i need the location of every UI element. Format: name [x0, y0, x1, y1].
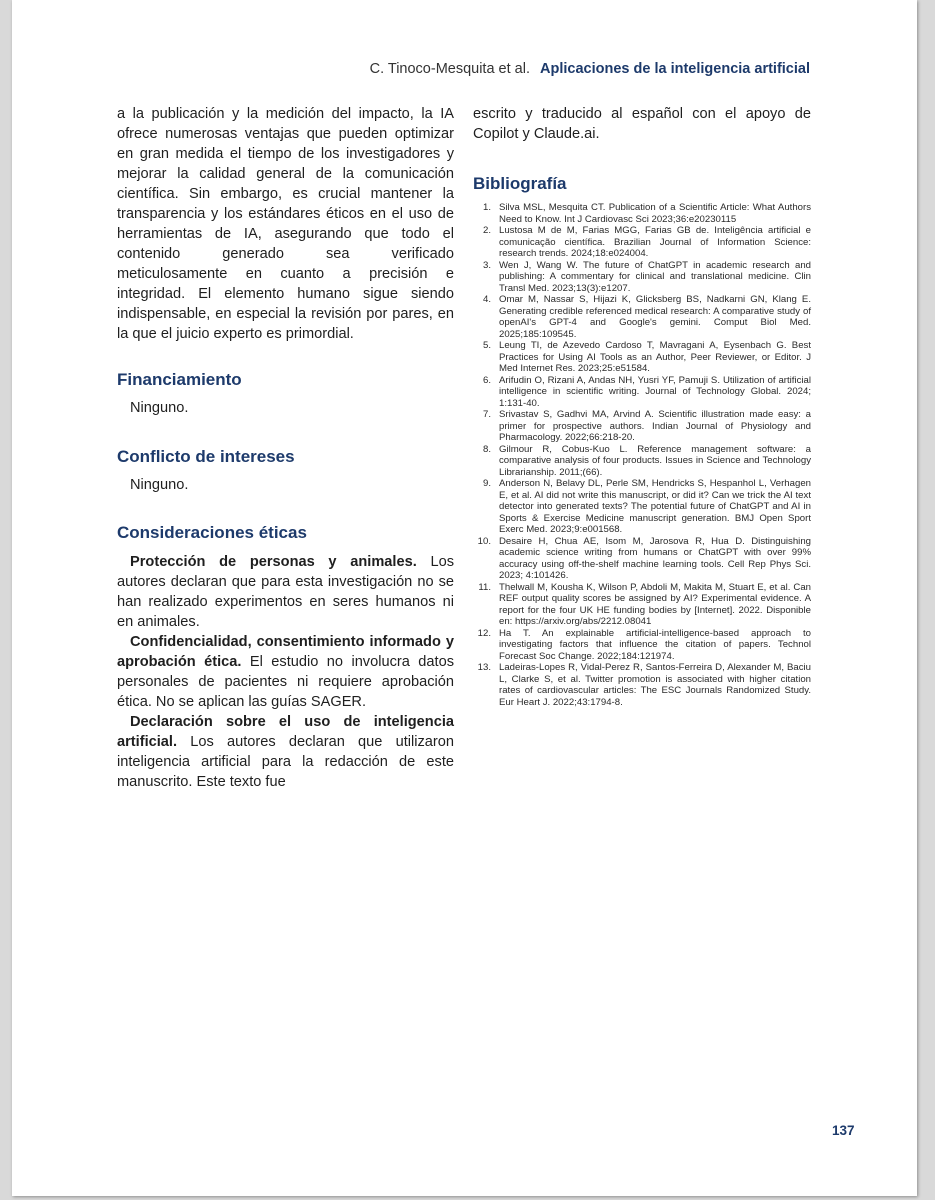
eticas-heading: Consideraciones éticas — [117, 523, 307, 542]
reference-text: Arifudin O, Rizani A, Andas NH, Yusri YF, Pamuji S. Utilization of artificial intelligence in scientific writing. Journal of Technology Global. 2024; 1:131-40. — [499, 374, 811, 409]
reference-text: Thelwall M, Kousha K, Wilson P, Abdoli M, Makita M, Stuart E, et al. Can REF output quality scores be assigned by AI? Experimental evidence. A report for the four UK HE funding bodies by [Internet]. 2022. Disponible en: https://arxiv.org/abs/2212.08041 — [499, 581, 811, 627]
right-column — [473, 104, 811, 708]
reference-text: Wen J, Wang W. The future of ChatGPT in academic research and publishing: A commentary for clinical and translational medicine. Clin Transl Med. 2023;13(3):e1207. — [499, 259, 811, 294]
reference-number: 7. — [482, 409, 491, 420]
reference-item — [473, 536, 811, 582]
intro-paragraph: a la publicación y la medición del impacto, la IA ofrece numerosas ventajas que pueden optimizar en gran medida el tiempo de los investigadores y mejorar la calidad general de la comunicación científica. Sin embargo, es crucial mantener la transparencia y los estándares éticos en el uso de herramientas de IA, asegurando que todo el contenido generado sea verificado meticulosamente en cuanto a precisión e integridad. El elemento humano sigue siendo indispensable, en especial la revisión por pares, en la que el juicio experto es primordial. — [117, 106, 454, 342]
reference-item — [473, 444, 811, 479]
reference-item — [473, 260, 811, 295]
financiamiento-heading: Financiamiento — [117, 370, 242, 389]
reference-item — [473, 294, 811, 340]
reference-text: Lustosa M de M, Farias MGG, Farias GB de. Inteligência artificial e comunicação científica. Brazilian Journal of Information Science: research trends. 2024;18:e024004. — [499, 225, 811, 259]
eticas-p2-lead: Confidencialidad, consentimiento informado y aprobación ética. — [117, 634, 454, 670]
running-head-title: Aplicaciones de la inteligencia artificial — [540, 61, 810, 77]
reference-text: Gilmour R, Cobus-Kuo L. Reference management software: a comparative analysis of four products. Issues in Science and Technology Librarianship. 2011;(66). — [499, 443, 811, 478]
reference-number: 10. — [477, 535, 491, 547]
reference-item — [473, 375, 811, 410]
reference-text: Srivastav S, Gadhvi MA, Arvind A. Scientific illustration made easy: a primer for prospective authors. Indian Journal of Physiology and Pharmacology. 2022;66:218-20. — [499, 409, 811, 443]
page — [12, 0, 917, 1196]
reference-number: 3. — [482, 259, 491, 271]
financiamiento-text: Ninguno. — [130, 400, 189, 416]
reference-text: Ha T. An explainable artificial-intelligence-based approach to investigating factors that influence the citation of papers. Technol Forecast Soc Change. 2022;184:121974. — [499, 627, 811, 662]
eticas-p3-text: Los autores declaran que utilizaron inteligencia artificial para la redacción de este manuscrito. Este texto fue — [117, 734, 454, 790]
reference-text: Leung TI, de Azevedo Cardoso T, Mavragani A, Eysenbach G. Best Practices for Using AI Tools as an Author, Peer Reviewer, or Editor. J Med Internet Res. 2023;25:e51584. — [499, 340, 811, 374]
reference-number: 12. — [477, 627, 491, 639]
reference-text: Anderson N, Belavy DL, Perle SM, Hendricks S, Hespanhol L, Verhagen E, et al. AI did not write this manuscript, or did it? Can we trick the AI text detector into generated texts? The potential future of ChatGPT and AI in Sports & Exercise Medicine manuscript generation. BMJ Open Sport Exerc Med. 2023;9:e001568. — [499, 478, 811, 535]
reference-number: 5. — [482, 340, 491, 351]
eticas-paragraph-2 — [117, 632, 454, 712]
reference-number: 6. — [482, 374, 491, 386]
reference-number: 9. — [482, 478, 491, 489]
conflicto-heading: Conflicto de intereses — [117, 447, 295, 466]
reference-item — [473, 225, 811, 260]
reference-number: 2. — [482, 225, 491, 236]
reference-item — [473, 478, 811, 536]
reference-number: 13. — [477, 662, 491, 673]
eticas-p1-lead: Protección de personas y animales. — [130, 554, 417, 570]
eticas-p2-text: El estudio no involucra datos personales de pacientes ni requiere aprobación ética. No se aplican las guías SAGER. — [117, 654, 454, 710]
running-head-authors: C. Tinoco-Mesquita et al. — [369, 61, 530, 77]
reference-text: Ladeiras-Lopes R, Vidal-Perez R, Santos-Ferreira D, Alexander M, Baciu L, Clarke S, et al. Twitter promotion is associated with higher citation rates of cardiovascular articles: The ESC Journals Randomized Study. Eur Heart J. 2022;43:1794-8. — [499, 662, 811, 708]
reference-item — [473, 340, 811, 375]
reference-text: Omar M, Nassar S, Hijazi K, Glicksberg BS, Nadkarni GN, Klang E. Generating credible referenced medical research: A comparative study of openAI's GPT-4 and Google's gemini. Comput Biol Med. 2025;185:109545. — [499, 294, 811, 340]
eticas-p1-text: Los autores declaran que para esta investigación no se han realizado experimentos en seres humanos ni en animales. — [117, 554, 454, 630]
conflicto-text: Ninguno. — [130, 477, 189, 493]
eticas-paragraph-1 — [117, 552, 454, 632]
reference-number: 1. — [482, 202, 491, 213]
reference-text: Silva MSL, Mesquita CT. Publication of a Scientific Article: What Authors Need to Know. Int J Cardiovasc Sci 2023;36:e20230115 — [499, 202, 811, 225]
reference-list — [473, 202, 811, 708]
running-head — [12, 61, 810, 77]
left-column — [117, 104, 454, 792]
reference-item — [473, 202, 811, 225]
continuation-paragraph: escrito y traducido al español con el apoyo de Copilot y Claude.ai. — [473, 106, 811, 142]
reference-item — [473, 409, 811, 444]
reference-item — [473, 628, 811, 663]
reference-number: 8. — [482, 443, 491, 455]
reference-text: Desaire H, Chua AE, Isom M, Jarosova R, Hua D. Distinguishing academic science writing from humans or ChatGPT with over 99% accuracy using off-the-shelf machine learning tools. Cell Rep Phys Sci. 2023; 4:101426. — [499, 535, 811, 581]
reference-number: 4. — [482, 294, 491, 305]
bibliografia-heading: Bibliografía — [473, 174, 567, 193]
eticas-paragraph-3 — [117, 712, 454, 792]
reference-number: 11. — [478, 581, 491, 593]
page-number: 137 — [832, 1123, 855, 1138]
eticas-p3-lead: Declaración sobre el uso de inteligencia artificial. — [117, 714, 454, 750]
reference-item — [473, 582, 811, 628]
reference-item — [473, 662, 811, 708]
